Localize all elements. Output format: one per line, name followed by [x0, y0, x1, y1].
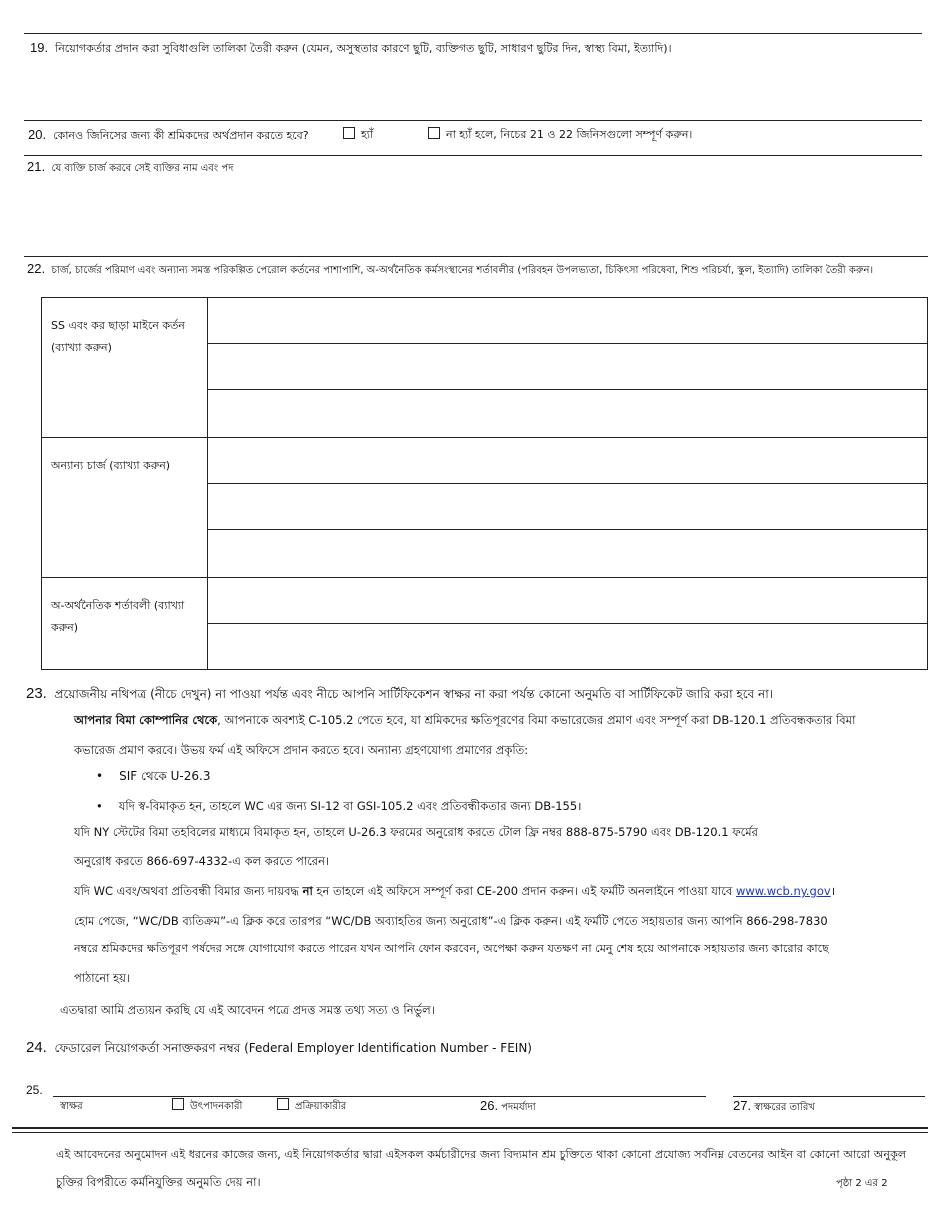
q23-bullet-1: • SIF থেকে U-26.3	[96, 769, 211, 783]
q22-number: 22.	[27, 261, 46, 276]
q26-number: 26.	[480, 1098, 499, 1113]
page-number: পৃষ্ঠা 2 এর 2	[836, 1178, 888, 1189]
question-22	[27, 262, 873, 278]
q27-number: 27.	[733, 1098, 752, 1113]
wcb-website-link[interactable]: www.wcb.ny.gov	[735, 884, 831, 898]
q23-ce200-bold: না	[302, 884, 313, 898]
q23-insurer-bold: আপনার বিমা কোম্পানির থেকে	[74, 713, 218, 727]
q20-yes-label: হ্যাঁ	[361, 128, 374, 141]
footer-disclaimer-line1: এই আবেদনের অনুমোদন এই ধরনের কাজের জন্য, এই নিয়োগকর্তার দ্বারা এইসকল কর্মচারীদের জন্য বিদ্যমান শ্রম চুক্তিতে থাকা কোনো প্রযোজ্য সর্বনিম্ন বেতনের আইন বা কোনো আরো অনুকূল	[56, 1148, 907, 1161]
q22-text: চার্জ, চার্জের পরিমাণ এবং অন্যান্য সমস্ত পরিকল্পিত পেরোল কর্তনের পাশাপাশি, অ-অর্থনৈতিক কর্মসংস্থানের শর্তাবলীর (পরিবহন উপলভ্যতা, চিকিৎসা পরিষেবা, শিশু পরিচর্যা, স্কুল, ইত্যাদি) তালিকা তৈরী করুন।	[51, 265, 874, 276]
non-monetary-field-2[interactable]	[208, 624, 928, 670]
q20-no-label: না হ্যাঁ হলে, নিচের 21 ও 22 জিনিসগুলো সম্পূর্ণ করুন।	[446, 128, 693, 141]
footer-disclaimer-line2: চুক্তির বিপরীতে কর্মনিযুক্তির অনুমতি দেয় না।	[56, 1175, 261, 1189]
row-label-other-charges: অন্যান্য চার্জ (ব্যাখ্যা করুন)	[42, 438, 208, 578]
q23-ce200-line	[74, 883, 835, 899]
producer-checkbox[interactable]	[172, 1098, 184, 1110]
q23-ce200-pre: যদি WC এবং/অথবা প্রতিবন্ধী বিমার জন্য দায়বদ্ধ	[74, 884, 303, 898]
processor-label: প্রক্রিয়াকারীর	[295, 1101, 347, 1112]
q20-yes-checkbox[interactable]	[343, 127, 355, 139]
q21-number: 21.	[27, 159, 46, 174]
question-20	[28, 127, 309, 143]
q23-home-line: হোম পেজে, “WC/DB ব্যতিক্রম”-এ ক্লিক করে তারপর “WC/DB অব্যাহতির জন্য অনুরোধ”-এ ক্লিক করুন। এই ফর্মটি পেতে সহায়তার জন্য আপনি 866-298-7830	[74, 914, 828, 928]
question-24	[26, 1040, 532, 1056]
q23-bullet-2: • যদি স্ব-বিমাকৃত হন, তাহলে WC এর জন্য SI-12 বা GSI-105.2 এবং প্রতিবন্ধীকতার জন্য DB-155।	[96, 799, 582, 813]
footer-divider	[12, 1127, 928, 1129]
q23-number: 23.	[26, 685, 47, 702]
other-charges-field-2[interactable]	[208, 484, 928, 530]
q24-number: 24.	[26, 1039, 47, 1056]
processor-option[interactable]	[277, 1098, 346, 1115]
q27-date-label	[733, 1098, 815, 1116]
q20-no-checkbox[interactable]	[428, 127, 440, 139]
q26-text: পদমর্যাদা	[501, 1102, 536, 1113]
q23-insurer-rest: , আপনাকে অবশ্যই C-105.2 পেতে হবে, যা শ্রমিকদের ক্ষতিপূরণের বিমা কভারেজের প্রমাণ এবং সম্পূর্ণ করা DB-120.1 প্রতিবন্ধকতার বিমা	[217, 713, 856, 727]
q23-nystate-line1: যদি NY স্টেটের বিমা তহবিলের মাধ্যমে বিমাকৃত হন, তাহলে U-26.3 ফরমের অনুরোধ করতে টোল ফ্রি নম্বর 888-875-5790 এবং DB-120.1 ফর্মের	[74, 825, 758, 839]
q23-bullet-2-text: যদি স্ব-বিমাকৃত হন, তাহলে WC এর জন্য SI-12 বা GSI-105.2 এবং প্রতিবন্ধীকতার জন্য DB-155।	[118, 799, 582, 813]
payroll-deduction-field-1[interactable]	[208, 298, 928, 344]
date-line[interactable]	[733, 1096, 925, 1097]
q23-nystate-line2: অনুরোধ করতে 866-697-4332-এ কল করতে পারেন।	[74, 854, 330, 868]
q19-number: 19.	[30, 40, 49, 55]
payroll-deduction-field-2[interactable]	[208, 344, 928, 390]
q23-intro: প্রয়োজনীয় নথিপত্র (নীচে দেখুন) না পাওয়া পর্যন্ত এবং নীচে আপনি সার্টিফিকেশন স্বাক্ষর না করা পর্যন্ত কোনো অনুমতি বা সার্টিফিকেট জারি করা হবে না।	[54, 687, 773, 701]
q20-number: 20.	[28, 127, 47, 142]
other-charges-field-1[interactable]	[208, 438, 928, 484]
q23-board-line: নম্বরে শ্রমিকদের ক্ষতিপূরণ পর্ষদের সঙ্গে যোগাযোগ করতে পারেন যখন আপনি ফোন করবেন, অপেক্ষা করুন যতক্ষণ না মেনু শেষ হয়ে আপনাকে সহায়তার জন্য কারোর কাছে	[74, 942, 829, 955]
q23-ce200-end: ।	[830, 884, 836, 898]
question-21	[27, 160, 233, 176]
q19-text: নিয়োগকর্তার প্রদান করা সুবিধাগুলি তালিকা তৈরী করুন (যেমন, অসুস্থতার কারণে ছুটি, ব্যক্তিগত ছুটি, সাধারণ ছুটির দিন, স্বাস্থ্য বিমা, ইত্যাদি)।	[55, 42, 672, 55]
q27-text: স্বাক্ষরের তারিখ	[754, 1102, 815, 1113]
q20-yes-option[interactable]	[343, 127, 373, 142]
producer-label: উৎপাদনকারী	[190, 1101, 243, 1112]
q23-insurer-line2: কভারেজ প্রমাণ করবে। উভয় ফর্ম এই অফিসে প্রদান করতে হবে। অন্যান্য গ্রহণযোগ্য প্রমাণের প্রকৃতি:	[74, 743, 529, 757]
q21-text: যে ব্যক্তি চার্জ করবে সেই ব্যক্তির নাম এবং পদ	[51, 163, 234, 174]
deductions-table	[41, 297, 928, 670]
signature-label: স্বাক্ষর	[60, 1101, 83, 1112]
other-charges-field-3[interactable]	[208, 530, 928, 578]
q23-ce200-post: হন তাহলে এই অফিসে সম্পূর্ণ করা CE-200 প্রদান করুন। এই ফর্মটি অনলাইনে পাওয়া যাবে	[312, 884, 736, 898]
payroll-deduction-field-3[interactable]	[208, 390, 928, 438]
certification-statement: এতদ্বারা আমি প্রত্যয়ন করছি যে এই আবেদন পত্রে প্রদত্ত সমস্ত তথ্য সত্য ও নির্ভুল।	[60, 1003, 435, 1017]
producer-option[interactable]	[172, 1098, 242, 1115]
row-label-payroll-deductions: SS এবং কর ছাড়া মাইনে কর্তন (ব্যাখ্যা করুন)	[42, 298, 208, 438]
signature-line[interactable]	[53, 1096, 706, 1097]
non-monetary-field-1[interactable]	[208, 578, 928, 624]
q20-text: কোনও জিনিসের জন্য কী শ্রমিকদের অর্থপ্রদান করতে হবে?	[53, 129, 309, 142]
q20-no-option[interactable]	[428, 127, 692, 142]
q23-bullet-1-text: SIF থেকে U-26.3	[119, 769, 211, 783]
q24-text: ফেডারেল নিয়োগকর্তা সনাক্তকরণ নম্বর (Federal Employer Identification Number - FEIN)	[54, 1041, 532, 1055]
processor-checkbox[interactable]	[277, 1098, 289, 1110]
q25-number: 25.	[26, 1083, 43, 1097]
q26-title-label	[480, 1098, 536, 1116]
q23-board-line2: পাঠানো হয়।	[74, 971, 131, 985]
question-23	[26, 686, 773, 702]
footer-divider-thin	[12, 1132, 928, 1133]
question-19	[30, 40, 672, 56]
row-label-non-monetary-terms: অ-অর্থনৈতিক শর্তাবলী (ব্যাখ্যা করুন)	[42, 578, 208, 670]
q23-insurer-line	[74, 712, 855, 728]
